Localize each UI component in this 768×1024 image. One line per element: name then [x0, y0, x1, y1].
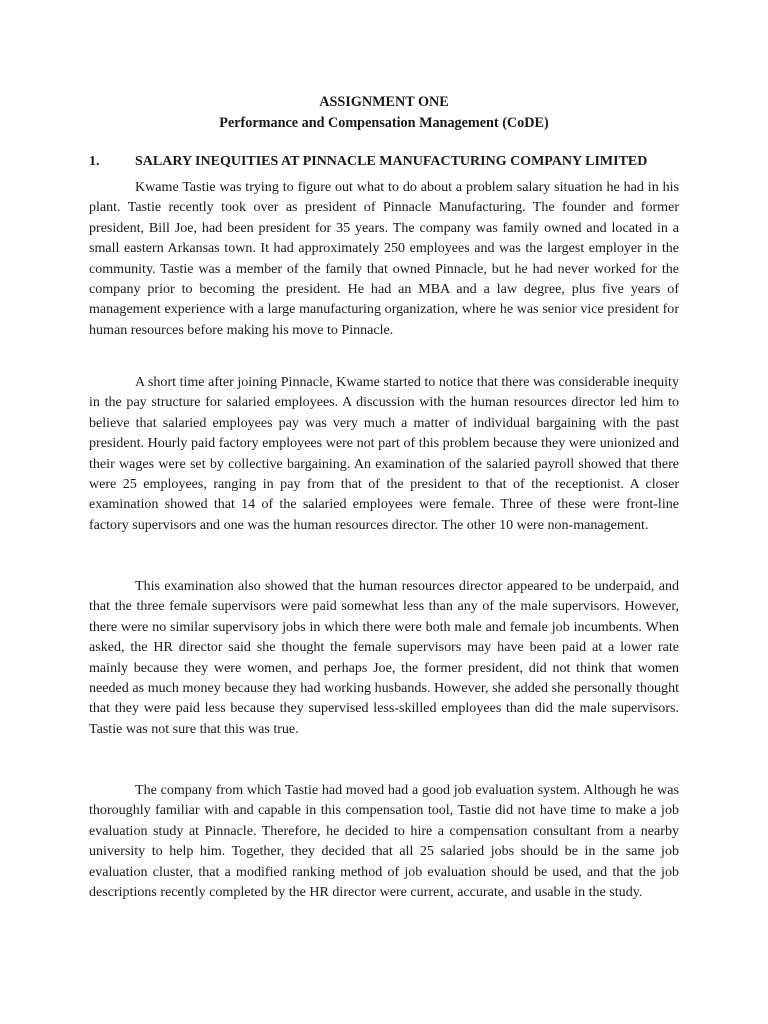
paragraph-2: A short time after joining Pinnacle, Kwame started to notice that there was considerable inequity in the pay structure for salaried employees. A discussion with the human resources director led him to believe that salaried employees pay was very much a matter of individual bargaining with the past president. Hourly paid factory employees were not part of this problem because they were unionized and their wages were set by collective bargaining. An examination of the salaried payroll showed that there were 25 employees, ranging in pay from that of the president to that of the receptionist. A closer examination showed that 14 of the salaried employees were female. Three of these were front-line factory supervisors and one was the human resources director. The other 10 were non-management.: [89, 374, 679, 533]
document-title: ASSIGNMENT ONE: [319, 94, 449, 110]
paragraph-1: Kwame Tastie was trying to figure out what to do about a problem salary situation he had in his plant. Tastie recently took over as president of Pinnacle Manufacturing. The founder and former president, Bill Joe, had been president for 35 years. The company was family owned and located in a small eastern Arkansas town. It had approximately 250 employees and was the largest employer in the community. Tastie was a member of the family that owned Pinnacle, but he had never worked for the company prior to becoming the president. He had an MBA and a law degree, plus five years of management experience with a large manufacturing organization, where he was senior vice president for human resources before making his move to Pinnacle.: [89, 179, 679, 338]
section-heading-text: SALARY INEQUITIES AT PINNACLE MANUFACTURING COMPANY LIMITED: [135, 154, 648, 169]
section-number: 1.: [89, 154, 100, 169]
document-subtitle: Performance and Compensation Management (CoDE): [219, 115, 549, 131]
paragraph-4: The company from which Tastie had moved had a good job evaluation system. Although he was thoroughly familiar with and capable in this compensation tool, Tastie did not have time to make a job evaluation study at Pinnacle. Therefore, he decided to hire a compensation consultant from a nearby university to help him. Together, they decided that all 25 salaried jobs should be in the same job evaluation cluster, that a modified ranking method of job evaluation should be used, and that the job descriptions recently completed by the HR director were current, accurate, and usable in the study.: [89, 782, 679, 901]
paragraph-3: This examination also showed that the human resources director appeared to be underpaid, and that the three female supervisors were paid somewhat less than any of the male supervisors. However, there were no similar supervisory jobs in which there were both male and female job incumbents. When asked, the HR director said she thought the female supervisors may have been paid at a lower rate mainly because they were women, and perhaps Joe, the former president, did not think that women needed as much money because they had working husbands. However, she added she personally thought that they were paid less because they supervised less-skilled employees than did the male supervisors. Tastie was not sure that this was true.: [89, 578, 679, 737]
section-heading: [89, 152, 679, 172]
